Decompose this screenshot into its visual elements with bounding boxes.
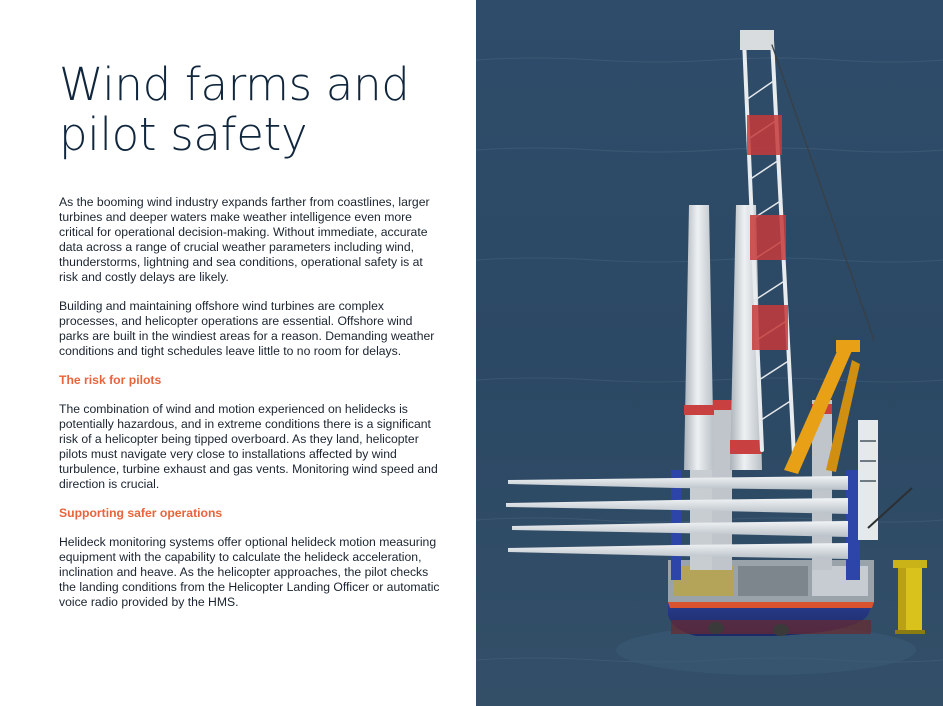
section-heading-operations: Supporting safer operations	[59, 506, 223, 520]
title-line-2: pilot safety	[59, 108, 308, 161]
intro-paragraph-2: Building and maintaining offshore wind turbines are complex processes, and helicopter operations are essential. Offshore wind parks are built in the windiest areas for a reason. Demanding weather conditions and tight schedules leave little to no room for delays.	[59, 299, 435, 358]
intro-paragraph-1: As the booming wind industry expands farther from coastlines, larger turbines and deeper waters make weather intelligence even more critical for operational decision-making. Without immediate, accurate data across a range of crucial weather parameters including wind, thunderstorms, lightning and sea conditions, operational safety is at risk and costly delays are likely.	[59, 195, 430, 284]
section-text-risk: The combination of wind and motion experienced on helidecks is potentially hazardous, and in extreme conditions there is a significant risk of a helicopter being tipped overboard. As they land, helicopter pilots must navigate very close to installations affected by wind turbulence, turbine exhaust and gas vents. Monitoring wind speed and direction is crucial.	[59, 402, 438, 491]
section-heading-risk: The risk for pilots	[59, 373, 162, 387]
title-line-1: Wind farms and	[59, 58, 410, 111]
transition-piece	[893, 560, 927, 634]
article-body	[59, 195, 441, 624]
section-text-operations: Helideck monitoring systems offer optional helideck motion measuring equipment with the capability to calculate the helideck acceleration, inclination and heave. As the helicopter approaches, the pilot checks the landing conditions from the Helicopter Landing Officer or automatic voice radio provided by the HMS.	[59, 535, 440, 609]
vessel-hull	[668, 600, 874, 636]
offshore-installation-vessel-photo	[476, 0, 943, 706]
page-title	[59, 60, 459, 160]
photo-panel	[476, 0, 943, 706]
